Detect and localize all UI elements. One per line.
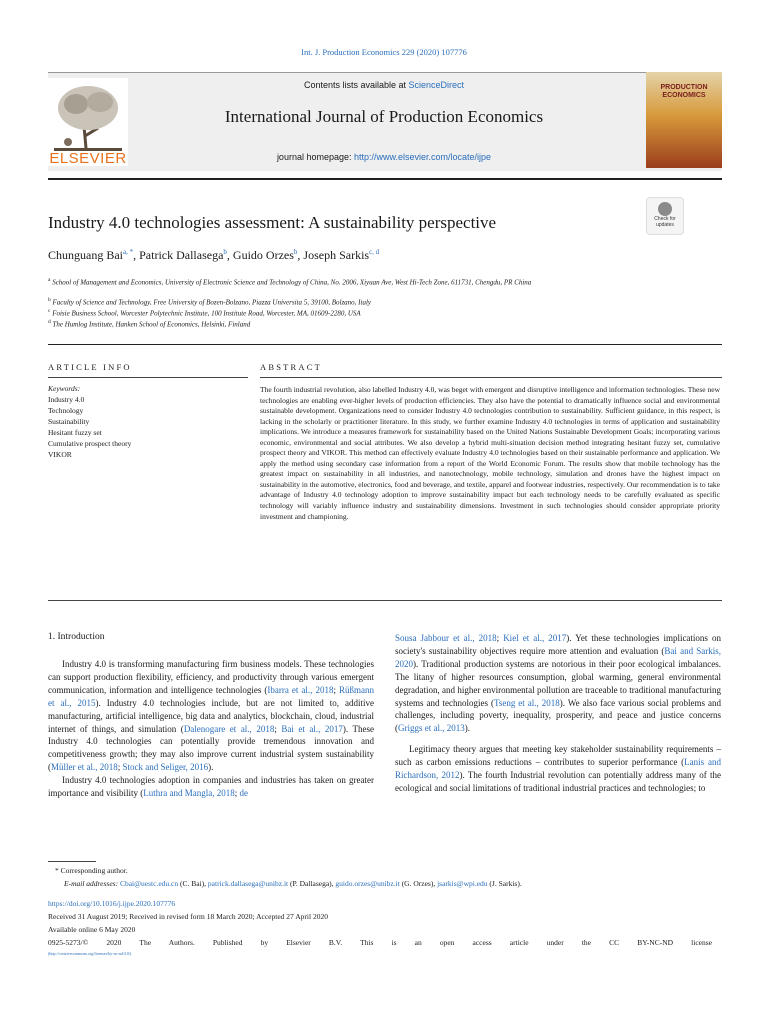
affiliation-text: The Humlog Institute, Hanken School of Economics, Helsinki, Finland [52,320,251,329]
affiliation-mark: d [48,319,51,325]
journal-homepage [130,152,638,162]
keyword: Hesitant fuzzy set [48,428,102,437]
affiliation-text: Foisie Business School, Worcester Polytechnic Institute, 100 Institute Road, Worcester, MA, 01609-2280, USA [52,309,361,318]
affiliation-text: Faculty of Science and Technology, Free University of Bozen-Bolzano, Piazza Universita 5, 39100, Bolzano, Italy [52,298,372,307]
author-name[interactable]: Joseph Sarkis [303,248,370,262]
body-text: ; [274,723,282,734]
body-text: Industry 4.0 is transforming manufacturing firm business models. These technologies can support production flexibility, efficiency, and productivity through various emergent communication, information and intelligence technologies ( [48,659,374,695]
citation-link[interactable]: Bai et al., 2017 [281,723,343,734]
body-left-column [48,658,374,800]
contents-lists [130,80,638,90]
email-label: E-mail addresses: [64,879,119,888]
doi-link[interactable] [48,899,175,908]
citation-link[interactable]: Griggs et al., 2013 [398,723,465,734]
citation-link[interactable]: de [239,788,248,799]
author-list: Chunguang Bai$^{a, *}$, Patrick Dallasega$^b$, Guido Orzes$^b$, Joseph Sarkis$^{c, d}$ [48,248,380,262]
received-dates: Received 31 August 2019; Received in revised form 18 March 2020; Accepted 27 April 2020 [48,912,328,921]
available-online: Available online 6 May 2020 [48,925,136,934]
body-text: ; [117,762,123,773]
email-owner: (C. Bai), [178,879,208,888]
keyword: Technology [48,406,84,415]
email-owner: (G. Orzes), [399,879,438,888]
homepage-prefix: journal homepage: [276,152,354,162]
citation-link[interactable]: Tseng et al., 2018 [493,697,560,708]
sciencedirect-link[interactable]: ScienceDirect [408,80,465,90]
body-right-column [395,632,721,795]
body-text: ; [496,633,504,643]
citation-link[interactable]: Stock and Seliger, 2016 [122,762,209,773]
body-text: ). Industry 4.0 technologies include, but are not limited to, additive manufacturing, artificial intelligence, big data and analytics, blockchain, cloud, industrial internet of things, and simulation ( [48,697,374,734]
citation-link[interactable]: Dalenogare et al., 2018 [183,723,275,734]
check-updates-label: Check for updates [654,216,676,228]
article-info-rule [48,377,248,378]
citation-link[interactable]: Bai and Sarkis, 2020 [395,645,722,669]
email-link[interactable]: guido.orzes@unibz.it [335,879,400,888]
journal-cover-image[interactable] [646,72,722,168]
journal-citation[interactable]: Int. J. Production Economics 229 (2020) 107776 [301,47,467,57]
author-affil-mark[interactable]: a, * [123,248,134,256]
email-owner: (P. Dallasega), [288,879,336,888]
corresponding-author-note: * Corresponding author. [55,866,128,875]
author-name[interactable]: Guido Orzes [232,248,294,262]
body-text: Legitimacy theory argues that meeting key stakeholder sustainability requirements – such as carbon emissions reductions – contributes to superior performance ( [395,744,721,768]
cover-title: PRODUCTION ECONOMICS [660,84,708,99]
abstract-rule [260,377,722,378]
abstract-heading: ABSTRACT [260,362,322,372]
affiliation [48,296,648,307]
keyword: Cumulative prospect theory [48,439,132,448]
body-text: ). Traditional production systems are notorious in their poor ecological imbalances. The litany of higher resources consumption, global warming, general environmental degradation, and higher environmental pollution are traceable to traditional manufacturing systems and technologies ( [395,658,721,708]
citation-link[interactable]: Kiel et al., 2017 [503,633,567,643]
paragraph [48,658,374,774]
email-link[interactable]: Cbai@uestc.edu.cn [119,879,179,888]
license-url-text[interactable]: (http://creativecommons.org/licenses/by-nc-nd/4.0/). [48,951,133,956]
paragraph [48,774,374,800]
citation-link[interactable]: Rüßmann et al., 2015 [48,684,374,708]
body-text: ). [464,723,470,734]
abstract-bottom-rule [48,600,722,601]
affiliation [48,318,648,329]
email-link[interactable]: jsarkis@wpi.edu [437,879,488,888]
keyword: Industry 4.0 [48,395,85,404]
body-text: Industry 4.0 technologies adoption in companies and industries has taken on greater importance and visibility ( [48,775,374,799]
body-text: ). Yet these technologies implications on society's sustainability objectives require more attention and evaluation ( [395,633,721,656]
body-text: ). These Industry 4.0 technologies can potentially provide tremendous innovation and competitiveness growth; they may also improve current industrial system sustainability ( [48,723,374,773]
affiliation-text: School of Management and Economics, University of Electronic Science and Technology of China, No. 2006, Xiyuan Ave, West Hi-Tech Zone, 611731, Chengdu, PR China [52,278,532,287]
affiliation-mark: b [48,297,51,303]
email-link[interactable]: patrick.dallasega@unibz.it [207,879,289,888]
body-text: ). We also face various social problems and challenges, including poverty, inequality, prosperity, and peace and justice concerns ( [395,697,722,734]
author-name[interactable]: Patrick Dallasega [139,248,224,262]
author-name[interactable]: Chunguang Bai [48,248,123,262]
publisher-name: ELSEVIER [49,150,127,167]
body-text: ; [333,684,339,695]
citation-link[interactable]: Sousa Jabbour et al., 2018 [395,633,497,643]
email-addresses [64,879,522,888]
article-info-heading: ARTICLE INFO [48,362,132,372]
affiliation-mark: c [48,308,51,314]
article-title: Industry 4.0 technologies assessment: A sustainability perspective [48,213,497,232]
journal-title: International Journal of Production Economics [224,107,544,126]
introduction-heading: 1. Introduction [48,632,105,642]
check-for-updates-button[interactable] [646,197,684,235]
keywords-block [48,383,248,460]
update-badge-icon [658,202,672,216]
license-statement: 0925-5273/© 2020 The Authors. Published by Elsevier B.V. This is an open access article under the CC BY-NC-ND license [48,938,712,947]
citation-link[interactable]: Müller et al., 2018 [51,762,118,773]
email-owner: (J. Sarkis). [487,879,522,888]
affiliation [48,307,648,318]
citation-link[interactable]: Ibarra et al., 2018 [267,684,334,695]
citation-link[interactable]: Lanis and Richardson, 2012 [395,757,721,781]
author-affil-mark[interactable]: b [223,248,227,256]
section-divider [48,344,722,345]
keyword: Sustainability [48,417,90,426]
author-affil-mark[interactable]: c, d [369,248,380,256]
author-affil-mark[interactable]: b [293,248,298,256]
paragraph [395,743,721,795]
abstract-text: The fourth industrial revolution, also labelled Industry 4.0, was beget with emergent and disruptive intelligence and information technologies. These new technologies are enabling ever-higher levels of production efficiencies. They also have the potential to dramatically influence social and environmental sustainable development. Organizations need to consider Industry 4.0 technologies contribution to sustainability. Sufficient guidance, in this respect, is lacking in the scholarly or practitioner literature. In this study, we further examine Industry 4.0 technologies in terms of application and sustainability implications. We introduce a measures framework for sustainability based on the United Nations Sustainable Development Goals; incorporating various economic, environmental and social attributes. We also develop a hybrid multi-situation decision method integrating hesitant fuzzy set, cumulative prospect theory and VIKOR. This method can effectively evaluate Industry 4.0 technologies based on their sustainable performance and application. We apply the method using secondary case information from a report of the World Economic Forum. The results show that mobile technology has the greatest impact on sustainability in all industries, and nanotechnology, mobile technology, simulation and drones have the highest impact on sustainability in the automotive, electronics, food and beverage, and textile, apparel and footwear industries, respectively. Our recommendation is to take advantage of Industry 4.0 technology adoption to improve sustainability impact but each technology needs to be carefully evaluated as specific technology will variably influence industry and sustainability dimensions. Investment in such technologies should consider appropriate priority investment and championing. [260,385,720,521]
affiliation-mark: a [48,277,51,283]
header-divider [48,178,722,180]
keywords-label: Keywords: [48,384,81,393]
body-text: ; [234,788,240,799]
keyword: VIKOR [48,450,72,459]
contents-prefix: Contents lists available at [303,80,409,90]
license-url[interactable] [48,951,132,956]
body-text: ). The fourth Industrial revolution can potentially address many of the ecological and social limitations of traditional industrial practices and technologies; to [395,770,721,793]
affiliation [48,276,648,287]
citation-link[interactable]: Luthra and Mangla, 2018 [143,788,235,799]
homepage-link[interactable]: http://www.elsevier.com/locate/ijpe [354,152,492,162]
footnote-rule [48,861,96,862]
paragraph [395,632,721,735]
doi-text[interactable]: https://doi.org/10.1016/j.ijpe.2020.107776 [48,899,176,908]
body-text: ). [208,762,214,773]
